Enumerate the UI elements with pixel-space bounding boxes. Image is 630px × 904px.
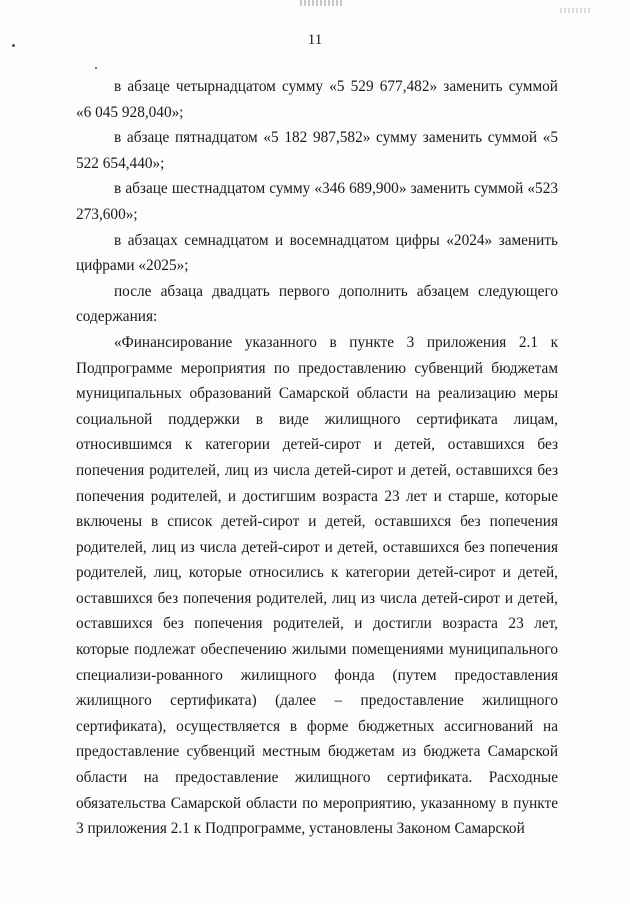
page-number: 11 <box>307 32 323 48</box>
document-body <box>76 74 558 842</box>
scan-artifact <box>300 0 342 6</box>
scan-speck <box>95 67 97 69</box>
paragraph-5: после абзаца двадцать первого дополнить абзацем следующего содержания: <box>76 282 558 326</box>
paragraph-1: в абзаце четырнадцатом сумму «5 529 677,482» заменить суммой «6 045 928,040»; <box>76 78 558 121</box>
paragraph-2: в абзаце пятнадцатом «5 182 987,582» сумму заменить суммой «5 522 654,440»; <box>76 129 558 172</box>
paragraph-6: «Финансирование указанного в пункте 3 приложения 2.1 к Подпрограмме мероприятия по предоставлению субвенций бюджетам муниципальных образований Самарской области на реализацию меры социальной поддержки в виде жилищного сертификата лицам, относившимся к категории детей-сирот и детей, оставшихся без попечения родителей, лиц из числа детей-сирот и детей, оставшихся без попечения родителей, и достигшим возраста 23 лет и старше, которые включены в список детей-сирот и детей, оставшихся без попечения родителей, лиц из числа детей-сирот и детей, оставшихся без попечения родителей, лиц, которые относились к категории детей-сирот и детей, оставшихся без попечения родителей, лиц из числа детей-сирот и детей, оставшихся без попечения родителей, и достигли возраста 23 лет, которые подлежат обеспечению жилыми помещениями муниципального специализи-рованного жилищного фонда (путем предоставления жилищного сертификата) (далее – предоставление жилищного сертификата), осуществляется в форме бюджетных ассигнований на предоставление субвенций местным бюджетам из бюджета Самарской области на предоставление жилищного сертификата. Расходные обязательства Самарской области по мероприятию, указанному в пункте 3 приложения 2.1 к Подпрограмме, установлены Законом Самарской <box>76 333 558 838</box>
paragraph-4: в абзацах семнадцатом и восемнадцатом цифры «2024» заменить цифрами «2025»; <box>76 231 558 275</box>
paragraph-3: в абзаце шестнадцатом сумму «346 689,900» заменить суммой «523 273,600»; <box>76 180 558 223</box>
scan-artifact <box>560 8 590 13</box>
